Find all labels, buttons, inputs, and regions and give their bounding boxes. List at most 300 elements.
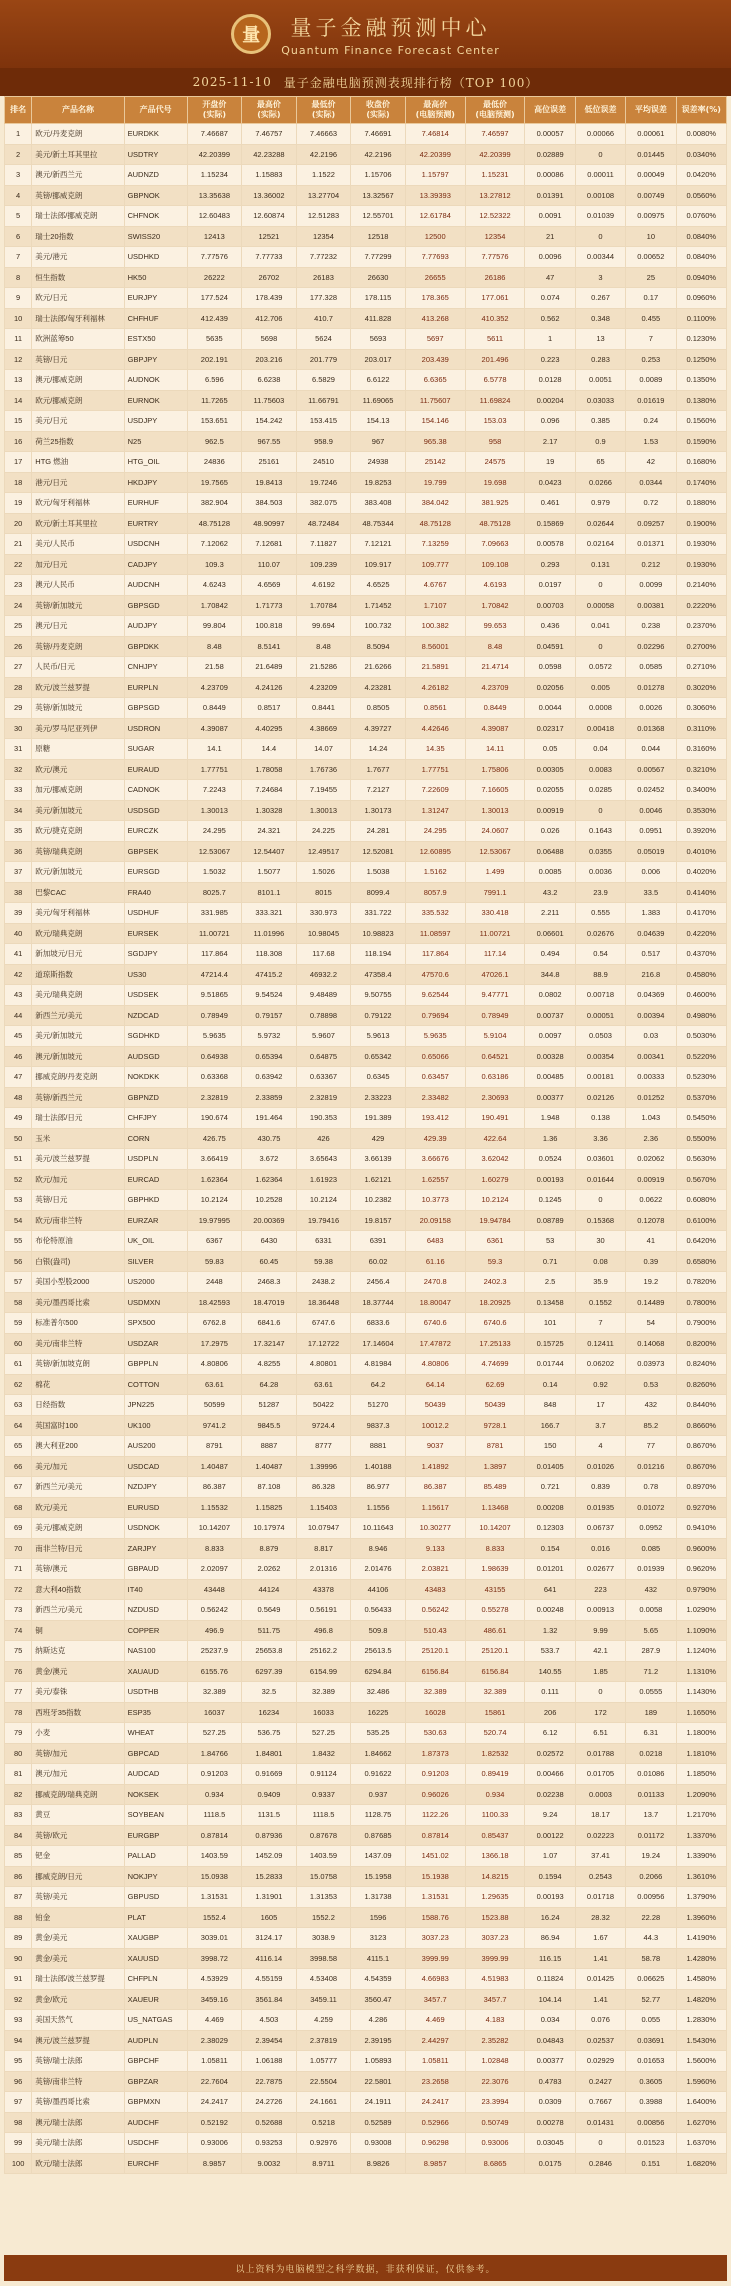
table-cell: 4.51983 [465, 1969, 525, 1990]
table-row [5, 677, 727, 698]
table-cell: 1.30173 [351, 800, 406, 821]
table-cell: 1.4580% [676, 1969, 726, 1990]
table-cell: 45 [5, 1026, 32, 1047]
table-cell: 429 [351, 1128, 406, 1149]
table-cell: 0.00305 [525, 759, 575, 780]
table-cell: 189 [626, 1702, 676, 1723]
table-cell: GBPNOK [124, 185, 187, 206]
table-cell: 1.40188 [351, 1456, 406, 1477]
table-cell: 1.7107 [405, 595, 465, 616]
table-row [5, 882, 727, 903]
table-cell: 193.412 [405, 1108, 465, 1129]
table-cell: 8.48 [465, 636, 525, 657]
table-cell: 0.5218 [296, 2112, 351, 2133]
table-cell: 0.8505 [351, 698, 406, 719]
table-cell: GBPSEK [124, 841, 187, 862]
table-cell: 6.6122 [351, 370, 406, 391]
table-cell: 0.0760% [676, 206, 726, 227]
table-cell: 4.469 [405, 2010, 465, 2031]
table-cell: 344.8 [525, 964, 575, 985]
table-cell: 黄金/欧元 [32, 1989, 124, 2010]
table-cell: 0.39 [626, 1251, 676, 1272]
table-cell: 100.732 [351, 616, 406, 637]
table-cell: 381.925 [465, 493, 525, 514]
table-cell: 1.60279 [465, 1169, 525, 1190]
table-cell: 0.85437 [465, 1825, 525, 1846]
table-cell: 4.39087 [465, 718, 525, 739]
table-cell: 欧元/瑞典克朗 [32, 923, 124, 944]
table-cell: 0.461 [525, 493, 575, 514]
table-cell: 6.596 [187, 370, 242, 391]
table-cell: 1.71773 [242, 595, 297, 616]
table-cell: 英镑/墨西哥比索 [32, 2092, 124, 2113]
table-cell: 美元/墨西哥比索 [32, 1292, 124, 1313]
table-cell: 422.64 [465, 1128, 525, 1149]
table-row [5, 1128, 727, 1149]
table-cell: 黄金/美元 [32, 1948, 124, 1969]
table-cell: 0.0940% [676, 267, 726, 288]
table-cell: USDJPY [124, 411, 187, 432]
table-cell: ZARJPY [124, 1538, 187, 1559]
table-row [5, 1477, 727, 1498]
table-cell: 0.02676 [575, 923, 625, 944]
table-cell: 美元/日元 [32, 411, 124, 432]
table-cell: 51270 [351, 1395, 406, 1416]
table-cell: USDRON [124, 718, 187, 739]
table-cell: USDCHF [124, 2133, 187, 2154]
table-cell: EURJPY [124, 288, 187, 309]
table-cell: 35.9 [575, 1272, 625, 1293]
table-cell: 91 [5, 1969, 32, 1990]
table-cell: 10.11643 [351, 1518, 406, 1539]
table-cell: 117.864 [187, 944, 242, 965]
table-cell: 0.154 [525, 1538, 575, 1559]
table-cell: 50439 [465, 1395, 525, 1416]
table-cell: 0.0218 [626, 1743, 676, 1764]
table-row [5, 267, 727, 288]
table-row [5, 1354, 727, 1375]
table-cell: 26655 [405, 267, 465, 288]
table-cell: 15.0758 [296, 1866, 351, 1887]
table-cell: 65 [575, 452, 625, 473]
table-cell: 31 [5, 739, 32, 760]
table-cell: 11.66791 [296, 390, 351, 411]
table-cell: 0.9 [575, 431, 625, 452]
table-cell: 10.07947 [296, 1518, 351, 1539]
table-cell: EURAUD [124, 759, 187, 780]
table-cell: 0.63942 [242, 1067, 297, 1088]
table-cell: 0 [575, 2133, 625, 2154]
table-cell: 1.3897 [465, 1456, 525, 1477]
table-cell: 24.0607 [465, 821, 525, 842]
table-cell: EURGBP [124, 1825, 187, 1846]
table-cell: EURSEK [124, 923, 187, 944]
table-cell: 0.0420% [676, 165, 726, 186]
table-cell: 0.0266 [575, 472, 625, 493]
table-cell: 12354 [465, 226, 525, 247]
table-cell: 17.32147 [242, 1333, 297, 1354]
table-cell: SGDJPY [124, 944, 187, 965]
table-cell: 0.14068 [626, 1333, 676, 1354]
column-header: 最低价 (电脑预测) [465, 97, 525, 124]
table-cell: 美国小型股2000 [32, 1272, 124, 1293]
table-cell: 澳元/日元 [32, 616, 124, 637]
table-cell: USDTHB [124, 1682, 187, 1703]
table-cell: 848 [525, 1395, 575, 1416]
table-cell: 333.321 [242, 903, 297, 924]
table-cell: 1.5600% [676, 2051, 726, 2072]
table-cell: 12.54407 [242, 841, 297, 862]
table-cell: 3037.23 [465, 1928, 525, 1949]
table-cell: 0.03033 [575, 390, 625, 411]
table-cell: 1.5026 [296, 862, 351, 883]
table-cell: 1.1090% [676, 1620, 726, 1641]
table-cell: 153.651 [187, 411, 242, 432]
table-cell: 0.041 [575, 616, 625, 637]
table-cell: 0.0802 [525, 985, 575, 1006]
column-header: 排名 [5, 97, 32, 124]
table-cell: 澳元/新西兰元 [32, 165, 124, 186]
table-cell: 0.01523 [626, 2133, 676, 2154]
table-cell: 0.00181 [575, 1067, 625, 1088]
table-row [5, 206, 727, 227]
table-cell: 48.75128 [187, 513, 242, 534]
table-cell: 0.6080% [676, 1190, 726, 1211]
table-cell: 原糖 [32, 739, 124, 760]
table-cell: 202.191 [187, 349, 242, 370]
table-cell: 94 [5, 2030, 32, 2051]
table-row [5, 1989, 727, 2010]
table-cell: 7.77232 [296, 247, 351, 268]
table-cell: 177.061 [465, 288, 525, 309]
table-cell: 9 [5, 288, 32, 309]
table-row [5, 1272, 727, 1293]
table-cell: 澳元/挪威克朗 [32, 370, 124, 391]
table-cell: 15861 [465, 1702, 525, 1723]
table-cell: 小麦 [32, 1723, 124, 1744]
table-cell: 0.02677 [575, 1559, 625, 1580]
table-cell: 0.15869 [525, 513, 575, 534]
table-cell: 0.0051 [575, 370, 625, 391]
table-cell: 16234 [242, 1702, 297, 1723]
table-cell: 2.36 [626, 1128, 676, 1149]
table-cell: 2.39454 [242, 2030, 297, 2051]
table-cell: 0.6420% [676, 1231, 726, 1252]
table-row [5, 1292, 727, 1313]
table-cell: 7.77733 [242, 247, 297, 268]
table-cell: 85 [5, 1846, 32, 1867]
table-cell: 6331 [296, 1231, 351, 1252]
table-cell: 0.8670% [676, 1436, 726, 1457]
table-cell: AUS200 [124, 1436, 187, 1457]
table-cell: 1.15532 [187, 1497, 242, 1518]
table-cell: XAUUSD [124, 1948, 187, 1969]
table-cell: 7.24684 [242, 780, 297, 801]
table-cell: NOKJPY [124, 1866, 187, 1887]
table-cell: 0.2846 [575, 2153, 625, 2174]
table-cell: 4.469 [187, 2010, 242, 2031]
table-cell: 布伦特原油 [32, 1231, 124, 1252]
table-cell: 57 [5, 1272, 32, 1293]
table-row [5, 616, 727, 637]
table-cell: 27 [5, 657, 32, 678]
table-cell: 2.33859 [242, 1087, 297, 1108]
table-cell: 1.70842 [465, 595, 525, 616]
table-cell: 154.13 [351, 411, 406, 432]
table-cell: 1.3610% [676, 1866, 726, 1887]
table-cell: 0.4370% [676, 944, 726, 965]
table-cell: 97 [5, 2092, 32, 2113]
table-cell: 1.84766 [187, 1743, 242, 1764]
table-cell: 86.387 [405, 1477, 465, 1498]
table-cell: 0.0344 [626, 472, 676, 493]
table-cell: 英镑/美元 [32, 1887, 124, 1908]
table-cell: 0.01744 [525, 1354, 575, 1375]
table-cell: 24.2726 [242, 2092, 297, 2113]
table-cell: 0.7900% [676, 1313, 726, 1334]
table-cell: 0.00058 [575, 595, 625, 616]
table-cell: 英镑/加元 [32, 1743, 124, 1764]
table-cell: 0.0058 [626, 1600, 676, 1621]
table-cell: 0.02126 [575, 1087, 625, 1108]
table-cell: 37 [5, 862, 32, 883]
table-cell: 0.63457 [405, 1067, 465, 1088]
table-cell: 9.133 [405, 1538, 465, 1559]
table-cell: 英镑/日元 [32, 1190, 124, 1211]
table-cell: 4.66983 [405, 1969, 465, 1990]
table-cell: 0.87936 [242, 1825, 297, 1846]
table-cell: 216.8 [626, 964, 676, 985]
table-cell: 2.38029 [187, 2030, 242, 2051]
brand [281, 12, 499, 57]
table-cell: 140.55 [525, 1661, 575, 1682]
table-cell: 棉花 [32, 1374, 124, 1395]
table-row [5, 370, 727, 391]
table-cell: 4.80806 [187, 1354, 242, 1375]
table-cell: 1 [5, 124, 32, 145]
table-cell: 382.075 [296, 493, 351, 514]
table-cell: GBPSGD [124, 595, 187, 616]
table-cell: 0.14 [525, 1374, 575, 1395]
table-cell: 3.66139 [351, 1149, 406, 1170]
table-cell: 172 [575, 1702, 625, 1723]
table-row [5, 1538, 727, 1559]
table-cell: XAUEUR [124, 1989, 187, 2010]
table-cell: 30 [5, 718, 32, 739]
table-cell: 17.47872 [405, 1333, 465, 1354]
table-cell: 2.35282 [465, 2030, 525, 2051]
table-cell: 1.1522 [296, 165, 351, 186]
table-cell: 95 [5, 2051, 32, 2072]
table-cell: 0.8441 [296, 698, 351, 719]
table-cell: 3999.99 [405, 1948, 465, 1969]
table-cell: 8101.1 [242, 882, 297, 903]
table-cell: 1.70784 [296, 595, 351, 616]
table-cell: 206 [525, 1702, 575, 1723]
disclaimer-footer [4, 2255, 727, 2281]
table-row [5, 1313, 727, 1334]
table-cell: 958.9 [296, 431, 351, 452]
table-cell: 0.0840% [676, 226, 726, 247]
table-cell: 英镑/澳元 [32, 1559, 124, 1580]
table-cell: 19 [525, 452, 575, 473]
table-cell: 43 [5, 985, 32, 1006]
table-cell: 0.005 [575, 677, 625, 698]
table-cell: 1.30013 [296, 800, 351, 821]
table-cell: 496.8 [296, 1620, 351, 1641]
table-cell: 201.496 [465, 349, 525, 370]
table-cell: 5611 [465, 329, 525, 350]
table-row [5, 739, 727, 760]
table-cell: 4.6525 [351, 575, 406, 596]
table-cell: EURCHF [124, 2153, 187, 2174]
table-cell: HK50 [124, 267, 187, 288]
table-cell: 63.61 [187, 1374, 242, 1395]
table-cell: 4 [575, 1436, 625, 1457]
table-cell: 0.0003 [575, 1784, 625, 1805]
table-cell: 3124.17 [242, 1928, 297, 1949]
table-cell: 0.8670% [676, 1456, 726, 1477]
table-cell: 51 [5, 1149, 32, 1170]
table-cell: EURDKK [124, 124, 187, 145]
table-cell: 0.56242 [187, 1600, 242, 1621]
table-cell: 1.043 [626, 1108, 676, 1129]
table-cell: USDMXN [124, 1292, 187, 1313]
table-cell: 1.41892 [405, 1456, 465, 1477]
table-cell: 0.3988 [626, 2092, 676, 2113]
table-cell: 0.01133 [626, 1784, 676, 1805]
table-cell: 0.05019 [626, 841, 676, 862]
table-cell: 0.1590% [676, 431, 726, 452]
table-cell: 0.02537 [575, 2030, 625, 2051]
table-cell: 瑞士法郎/波兰兹罗提 [32, 1969, 124, 1990]
table-cell: 7.13259 [405, 534, 465, 555]
table-cell: 1.15797 [405, 165, 465, 186]
table-cell: 1.6270% [676, 2112, 726, 2133]
table-cell: 6.31 [626, 1723, 676, 1744]
table-row [5, 534, 727, 555]
table-cell: 欧洲蓝筹50 [32, 329, 124, 350]
table-cell: 52 [5, 1169, 32, 1190]
table-cell: 331.722 [351, 903, 406, 924]
table-row [5, 308, 727, 329]
table-cell: 42.20399 [187, 144, 242, 165]
table-cell: 0.00919 [525, 800, 575, 821]
table-cell: 铂金 [32, 1907, 124, 1928]
table-cell: 21 [525, 226, 575, 247]
table-cell: 24.295 [187, 821, 242, 842]
table-cell: 0.00567 [626, 759, 676, 780]
table-cell: 10 [5, 308, 32, 329]
table-cell: 2.44297 [405, 2030, 465, 2051]
table-cell: 8057.9 [405, 882, 465, 903]
table-cell: 6747.6 [296, 1313, 351, 1334]
table-row [5, 1436, 727, 1457]
table-cell: 2438.2 [296, 1272, 351, 1293]
table-cell: 100.382 [405, 616, 465, 637]
table-cell: 71 [5, 1559, 32, 1580]
table-cell: 1.1556 [351, 1497, 406, 1518]
table-cell: 47026.1 [465, 964, 525, 985]
table-cell: 0.01216 [626, 1456, 676, 1477]
table-cell: 瑞士法郎/挪威克朗 [32, 206, 124, 227]
table-cell: 3.65643 [296, 1149, 351, 1170]
table-cell: 17 [5, 452, 32, 473]
table-cell: 0.074 [525, 288, 575, 309]
table-cell: 177.328 [296, 288, 351, 309]
table-cell: 11.01996 [242, 923, 297, 944]
table-cell: 1.948 [525, 1108, 575, 1129]
table-cell: 1.98639 [465, 1559, 525, 1580]
table-cell: 1131.5 [242, 1805, 297, 1826]
table-cell: 0.026 [525, 821, 575, 842]
table-cell: 1.05811 [405, 2051, 465, 2072]
table-cell: 澳元/人民币 [32, 575, 124, 596]
table-cell: 6361 [465, 1231, 525, 1252]
table-cell: 24.2417 [405, 2092, 465, 2113]
table-cell: 48.90997 [242, 513, 297, 534]
table-row [5, 144, 727, 165]
table-cell: 2.33223 [351, 1087, 406, 1108]
table-cell: 0.00652 [626, 247, 676, 268]
table-row [5, 1169, 727, 1190]
table-cell: 2448 [187, 1272, 242, 1293]
table-cell: 8.9711 [296, 2153, 351, 2174]
table-cell: 80 [5, 1743, 32, 1764]
table-cell: 6483 [405, 1231, 465, 1252]
table-cell: 6.5778 [465, 370, 525, 391]
table-cell: 19.799 [405, 472, 465, 493]
table-cell: 0.01172 [626, 1825, 676, 1846]
table-cell: 384.042 [405, 493, 465, 514]
column-header: 低位误差 [575, 97, 625, 124]
table-cell: 10.14207 [187, 1518, 242, 1539]
table-cell: 0.00737 [525, 1005, 575, 1026]
brand-title-cn: 量子金融预测中心 [290, 15, 491, 40]
table-cell: 挪威克朗/丹麦克朗 [32, 1067, 124, 1088]
table-cell: 10.2124 [465, 1190, 525, 1211]
table-cell: 0.5649 [242, 1600, 297, 1621]
table-cell: 1118.5 [187, 1805, 242, 1826]
table-cell: 19.7565 [187, 472, 242, 493]
table-cell: 1.4190% [676, 1928, 726, 1949]
table-cell: 203.017 [351, 349, 406, 370]
table-cell: 3999.99 [465, 1948, 525, 1969]
table-cell: 4.23709 [187, 677, 242, 698]
table-cell: 56 [5, 1251, 32, 1272]
table-cell: 43155 [465, 1579, 525, 1600]
table-cell: 25162.2 [296, 1641, 351, 1662]
table-cell: 0.1880% [676, 493, 726, 514]
table-cell: 8099.4 [351, 882, 406, 903]
table-cell: 11.08597 [405, 923, 465, 944]
table-cell: UK_OIL [124, 1231, 187, 1252]
table-cell: 0.00718 [575, 985, 625, 1006]
table-cell: 2468.3 [242, 1272, 297, 1293]
table-cell: 0.52688 [242, 2112, 297, 2133]
table-cell: 0.02164 [575, 534, 625, 555]
table-cell: SOYBEAN [124, 1805, 187, 1826]
table-cell: 2 [5, 144, 32, 165]
table-cell: 0.89419 [465, 1764, 525, 1785]
table-cell: 9.48489 [296, 985, 351, 1006]
table-cell: CADJPY [124, 554, 187, 575]
table-row [5, 944, 727, 965]
table-cell: 0.01086 [626, 1764, 676, 1785]
table-cell: 0.0572 [575, 657, 625, 678]
table-cell: 26222 [187, 267, 242, 288]
table-cell: 0.151 [626, 2153, 676, 2174]
